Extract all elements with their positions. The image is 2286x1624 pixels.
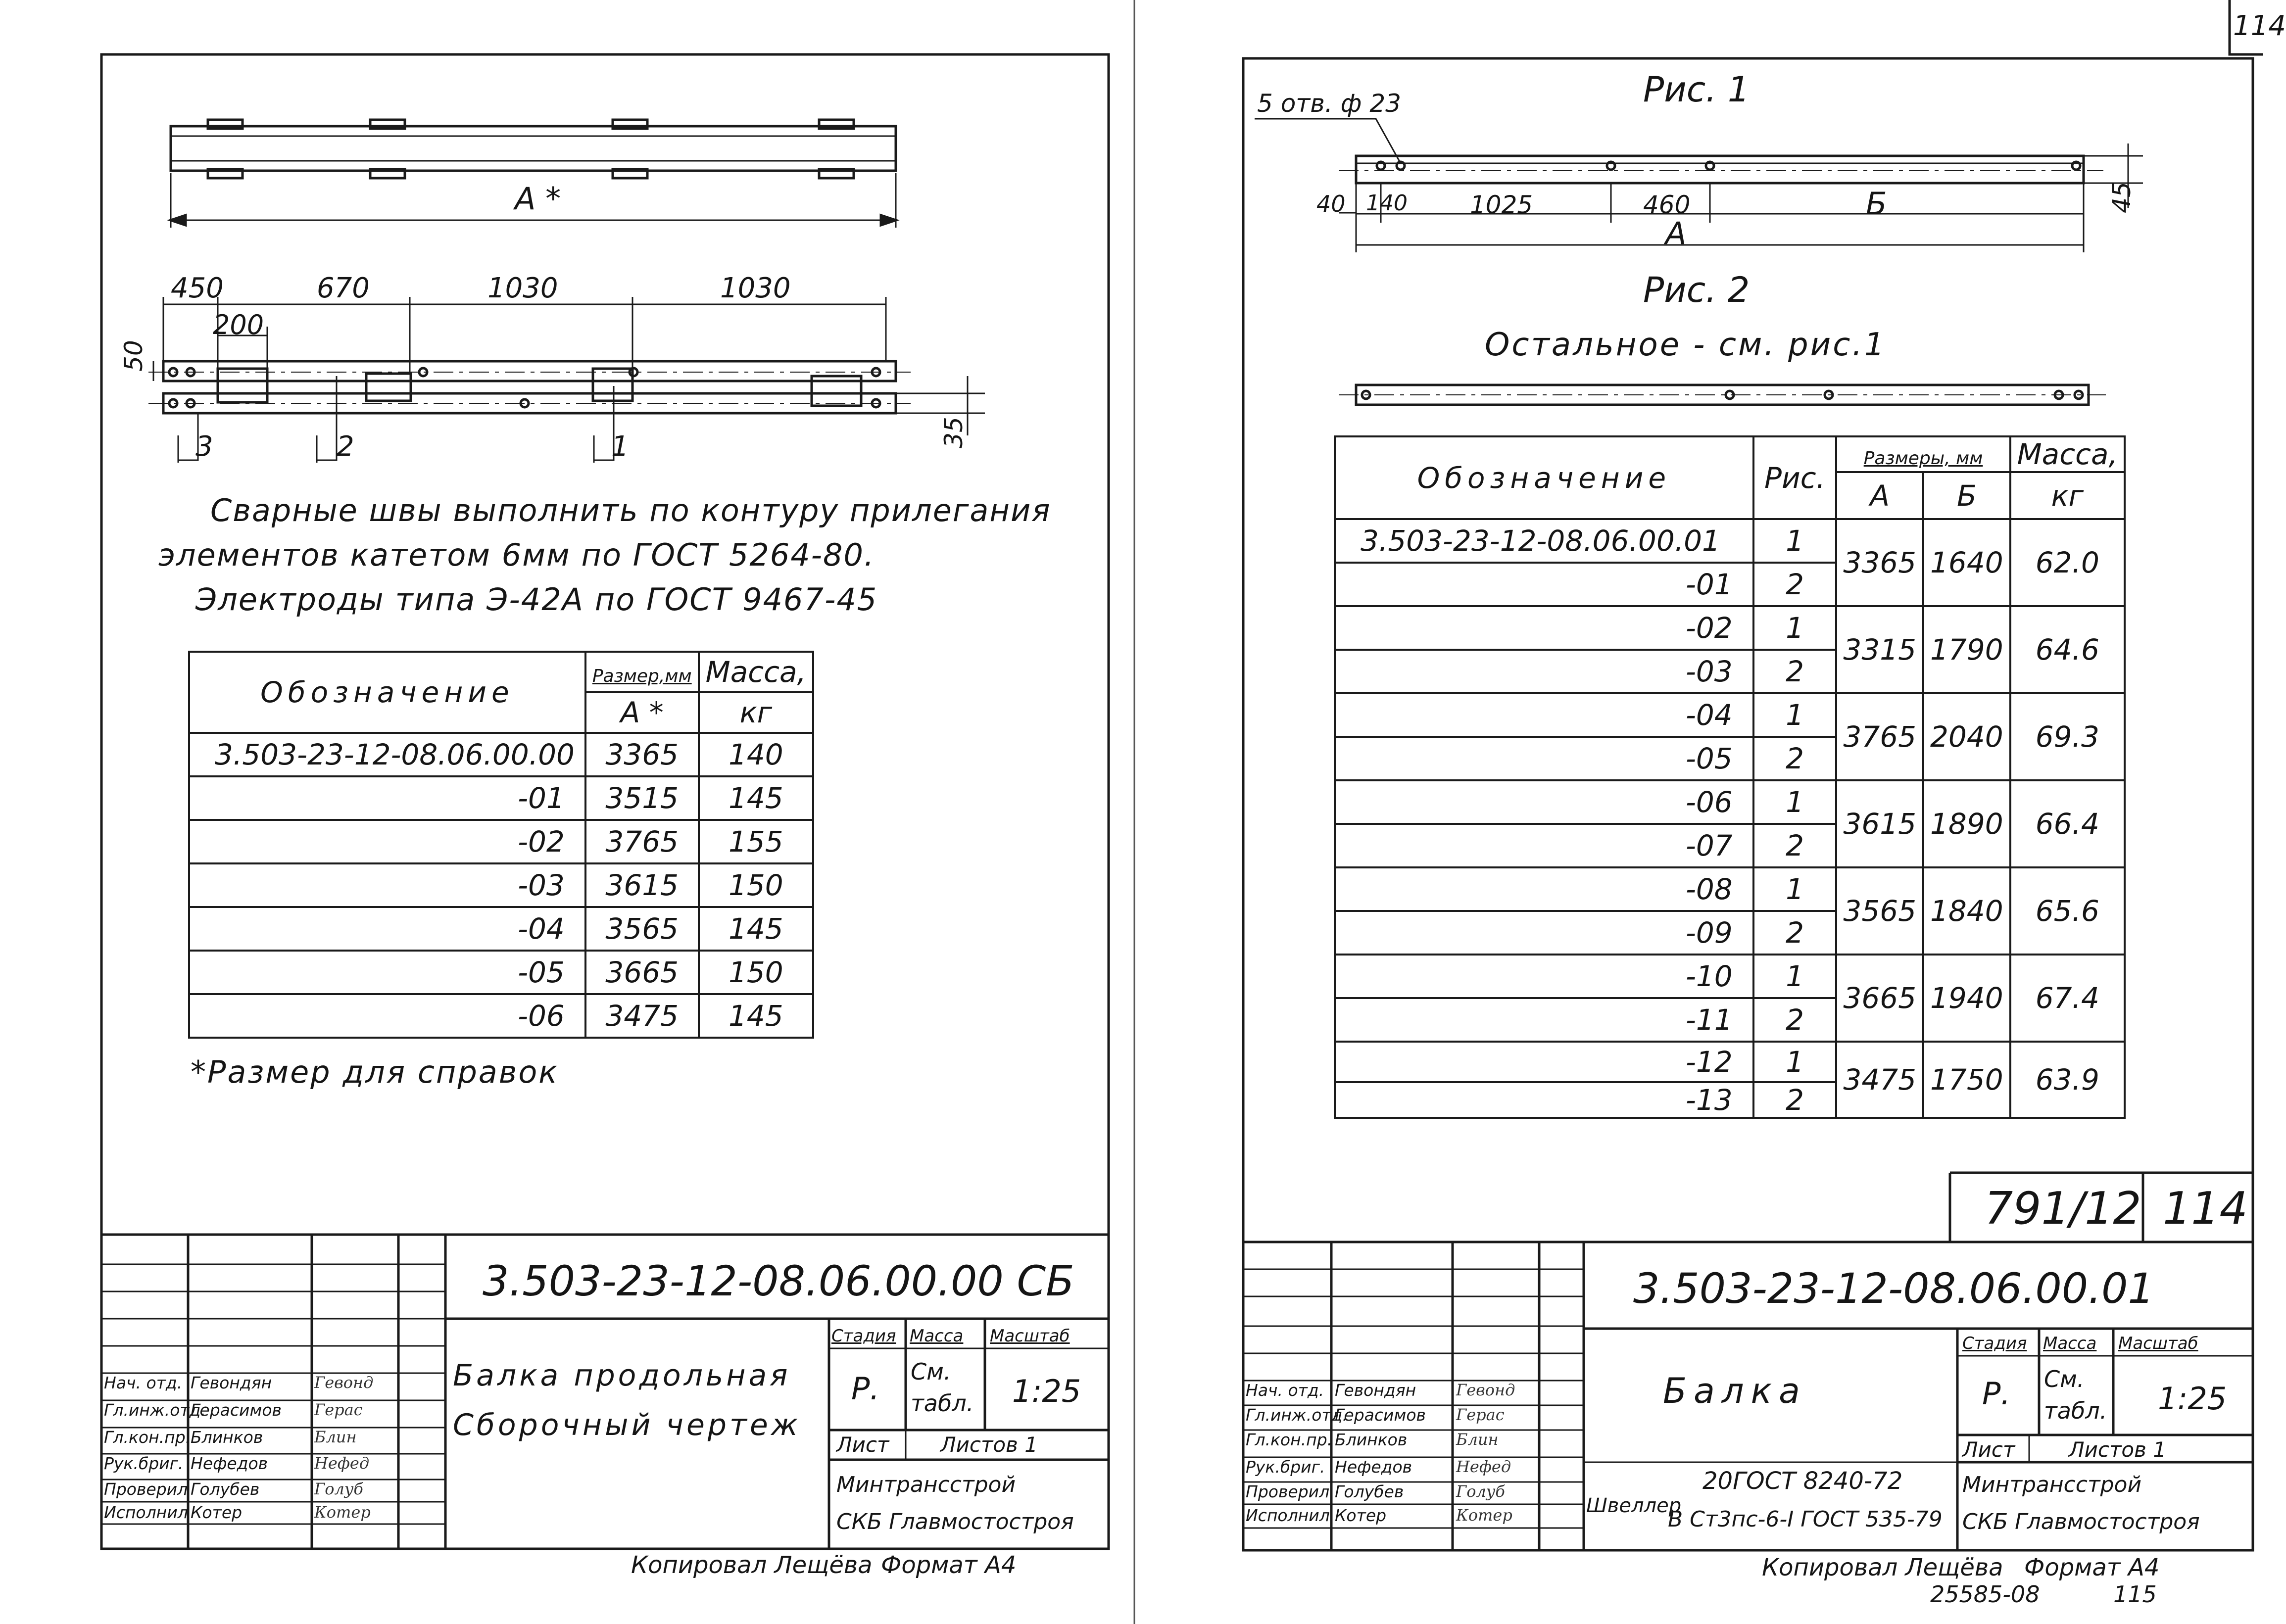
row-b: 1640 <box>1923 519 2010 606</box>
row-designation: -02 <box>1335 606 1753 650</box>
dim-b: Б <box>1866 186 1887 222</box>
dim-a: А <box>1665 215 1687 251</box>
dim-35: 35 <box>939 417 968 448</box>
row-fig: 2 <box>1753 998 1837 1042</box>
role-label: Проверил <box>104 1480 188 1499</box>
signature: Герас <box>1456 1405 1505 1424</box>
note-line-1: Сварные швы выполнить по контуру прилегания <box>210 492 1051 528</box>
footnote: *Размер для справок <box>191 1054 559 1090</box>
role-label: Исполнил <box>104 1503 188 1522</box>
corner-mark: 114 <box>2233 10 2286 42</box>
header-sizes: Размеры, мм <box>1836 436 2010 472</box>
name-label: Нефедов <box>191 1454 268 1473</box>
bottom-note-2: 115 <box>2113 1581 2157 1608</box>
signature: Гевонд <box>1456 1381 1515 1399</box>
row-mass: 145 <box>699 776 813 820</box>
mass-value: См. табл. <box>2044 1366 2107 1424</box>
row-fig: 2 <box>1753 824 1837 867</box>
table-row <box>1335 606 2125 650</box>
dim-200: 200 <box>213 309 264 340</box>
row-fig: 2 <box>1753 1082 1837 1118</box>
row-mass: 69.3 <box>2010 693 2125 780</box>
callout-2: 2 <box>337 430 354 463</box>
row-designation: -04 <box>1335 693 1753 737</box>
row-designation: -06 <box>189 994 585 1038</box>
row-designation: -01 <box>1335 563 1753 606</box>
row-mass: 66.4 <box>2010 780 2125 867</box>
drawing-code: 3.503-23-12-08.06.00.01 <box>1633 1264 2154 1313</box>
row-mass: 150 <box>699 951 813 994</box>
format-label: Формат А4 <box>881 1551 1017 1579</box>
stage-value: Р. <box>1982 1376 2011 1412</box>
row-mass: 145 <box>699 994 813 1038</box>
dim-670: 670 <box>317 272 370 304</box>
signature: Нефед <box>1456 1457 1511 1476</box>
row-designation: -01 <box>189 776 585 820</box>
row-designation: -13 <box>1335 1082 1753 1118</box>
album-page: 114 <box>2163 1183 2248 1235</box>
org-1: Минтрансстрой <box>836 1472 1016 1497</box>
fig1-title: Рис. 1 <box>1643 69 1750 110</box>
fig2-title: Рис. 2 <box>1643 270 1750 310</box>
row-a: 3515 <box>585 776 699 820</box>
row-designation: -11 <box>1335 998 1753 1042</box>
name-label: Голубев <box>191 1480 260 1499</box>
signature: Котер <box>1456 1506 1512 1525</box>
row-fig: 1 <box>1753 606 1837 650</box>
row-a: 3615 <box>1836 780 1923 867</box>
table-row <box>189 863 813 907</box>
table-row <box>189 907 813 951</box>
role-label: Гл.инж.отд. <box>104 1400 206 1420</box>
row-b: 1840 <box>1923 867 2010 955</box>
role-label: Исполнил <box>1246 1506 1330 1525</box>
row-mass: 155 <box>699 820 813 863</box>
scale-header: Масштаб <box>990 1326 1070 1346</box>
header-designation: Обозначение <box>189 652 585 733</box>
material-prefix: Швеллер <box>1586 1494 1682 1517</box>
row-a: 3665 <box>585 951 699 994</box>
row-fig: 1 <box>1753 693 1837 737</box>
row-designation: -02 <box>189 820 585 863</box>
drawing-title-2: Сборочный чертеж <box>453 1408 801 1442</box>
left-spec-table <box>188 651 814 1039</box>
material-top: 20ГОСТ 8240-72 <box>1702 1467 1903 1495</box>
dim-40: 40 <box>1316 191 1346 217</box>
row-mass: 62.0 <box>2010 519 2125 606</box>
callout-1: 1 <box>611 430 629 463</box>
row-fig: 2 <box>1753 737 1837 780</box>
note-line-2: элементов катетом 6мм по ГОСТ 5264-80. <box>158 537 875 573</box>
signature: Котер <box>314 1503 371 1522</box>
row-designation: -06 <box>1335 780 1753 824</box>
row-fig: 2 <box>1753 911 1837 955</box>
header-size-a: А * <box>585 692 699 733</box>
row-a: 3765 <box>585 820 699 863</box>
signature: Голуб <box>314 1480 363 1498</box>
org-2: СКБ Главмостостроя <box>836 1509 1074 1534</box>
row-designation: -03 <box>1335 650 1753 693</box>
row-a: 3765 <box>1836 693 1923 780</box>
header-mass-unit: кг <box>2010 472 2125 519</box>
row-designation: -05 <box>1335 737 1753 780</box>
row-b: 1790 <box>1923 606 2010 693</box>
table-row <box>1335 519 2125 563</box>
signature: Герас <box>314 1400 363 1419</box>
signature: Блин <box>314 1428 357 1446</box>
stage-header: Стадия <box>1962 1334 2027 1353</box>
scale-header: Масштаб <box>2118 1334 2198 1353</box>
row-mass: 140 <box>699 733 813 776</box>
stage-value: Р. <box>851 1371 880 1407</box>
drawing-title: Балка <box>1663 1371 1807 1411</box>
note-line-3: Электроды типа Э-42А по ГОСТ 9467-45 <box>195 581 878 618</box>
header-fig: Рис. <box>1753 436 1837 519</box>
format-label: Формат А4 <box>2024 1554 2160 1581</box>
dim-1025: 1025 <box>1470 191 1533 219</box>
row-designation: -07 <box>1335 824 1753 867</box>
row-b: 1890 <box>1923 780 2010 867</box>
row-fig: 1 <box>1753 780 1837 824</box>
row-a: 3475 <box>1836 1042 1923 1118</box>
dim-50: 50 <box>119 340 148 372</box>
album-number: 791/12 <box>1985 1183 2141 1235</box>
row-fig: 1 <box>1753 955 1837 998</box>
table-row <box>189 820 813 863</box>
table-row <box>1335 1042 2125 1082</box>
sheet-label: Лист <box>836 1433 889 1457</box>
row-b: 1940 <box>1923 955 2010 1042</box>
row-designation: 3.503-23-12-08.06.00.01 <box>1335 519 1753 563</box>
org-2: СКБ Главмостостроя <box>1962 1509 2200 1534</box>
org-1: Минтрансстрой <box>1962 1472 2142 1497</box>
copied-by: Копировал Лещёва <box>1762 1554 2003 1581</box>
name-label: Голубев <box>1335 1482 1404 1501</box>
row-fig: 1 <box>1753 867 1837 911</box>
dim-1030-a: 1030 <box>487 272 558 304</box>
row-designation: -03 <box>189 863 585 907</box>
header-mass: Масса, <box>2010 436 2125 472</box>
callout-3: 3 <box>195 430 213 463</box>
name-label: Блинков <box>1335 1430 1408 1449</box>
row-fig: 2 <box>1753 650 1837 693</box>
dim-460: 460 <box>1643 191 1691 219</box>
role-label: Гл.кон.пр. <box>104 1428 191 1447</box>
role-label: Гл.кон.пр. <box>1246 1430 1333 1449</box>
row-mass: 145 <box>699 907 813 951</box>
row-designation: 3.503-23-12-08.06.00.00 <box>189 733 585 776</box>
row-fig: 2 <box>1753 563 1837 606</box>
row-designation: -05 <box>189 951 585 994</box>
drawing-title-1: Балка продольная <box>453 1358 791 1393</box>
dim-a-label: А * <box>515 181 561 217</box>
scale-value: 1:25 <box>2158 1381 2227 1417</box>
row-designation: -10 <box>1335 955 1753 998</box>
material-bottom: В Ст3пс-6-I ГОСТ 535-79 <box>1668 1507 1943 1532</box>
mass-header: Масса <box>910 1326 964 1346</box>
row-designation: -09 <box>1335 911 1753 955</box>
header-mass: Масса, <box>699 652 813 692</box>
table-row <box>189 733 813 776</box>
sheet-label: Лист <box>1962 1437 2015 1462</box>
name-label: Герасимов <box>191 1400 282 1420</box>
row-b: 2040 <box>1923 693 2010 780</box>
row-a: 3365 <box>1836 519 1923 606</box>
role-label: Рук.бриг. <box>104 1454 184 1473</box>
row-a: 3615 <box>585 863 699 907</box>
table-row <box>189 994 813 1038</box>
table-row <box>1335 780 2125 824</box>
dim-450: 450 <box>171 272 224 304</box>
holes-note: 5 отв. ф 23 <box>1257 89 1401 118</box>
row-designation: -08 <box>1335 867 1753 911</box>
table-row <box>1335 693 2125 737</box>
row-designation: -04 <box>189 907 585 951</box>
row-mass: 150 <box>699 863 813 907</box>
row-designation: -12 <box>1335 1042 1753 1082</box>
row-a: 3365 <box>585 733 699 776</box>
role-label: Нач. отд. <box>1246 1381 1324 1400</box>
row-fig: 1 <box>1753 1042 1837 1082</box>
header-mass-unit: кг <box>699 692 813 733</box>
signature: Нефед <box>314 1454 370 1473</box>
name-label: Котер <box>191 1503 243 1522</box>
row-a: 3565 <box>585 907 699 951</box>
row-fig: 1 <box>1753 519 1837 563</box>
dim-140: 140 <box>1366 191 1408 216</box>
row-a: 3315 <box>1836 606 1923 693</box>
scale-value: 1:25 <box>1012 1373 1081 1409</box>
header-designation: Обозначение <box>1335 436 1753 519</box>
sheets-label: Листов 1 <box>2069 1437 2166 1462</box>
role-label: Гл.инж.отд. <box>1246 1405 1348 1425</box>
dim-45: 45 <box>2107 182 2136 213</box>
role-label: Проверил <box>1246 1482 1330 1501</box>
row-a: 3475 <box>585 994 699 1038</box>
name-label: Гевондян <box>1335 1381 1416 1400</box>
mass-value: См. табл. <box>911 1358 974 1417</box>
signature: Блин <box>1456 1430 1499 1449</box>
name-label: Котер <box>1335 1506 1387 1525</box>
header-b: Б <box>1923 472 2010 519</box>
row-b: 1750 <box>1923 1042 2010 1118</box>
fig2-note: Остальное - см. рис.1 <box>1485 327 1887 363</box>
drawing-code: 3.503-23-12-08.06.00.00 СБ <box>483 1257 1074 1305</box>
mass-header: Масса <box>2043 1334 2097 1353</box>
name-label: Гевондян <box>191 1373 272 1392</box>
row-mass: 63.9 <box>2010 1042 2125 1118</box>
signature: Голуб <box>1456 1482 1505 1501</box>
copied-by: Копировал Лещёва <box>631 1551 873 1579</box>
header-size: Размер,мм <box>585 652 699 692</box>
row-a: 3665 <box>1836 955 1923 1042</box>
bottom-note-1: 25585-08 <box>1930 1581 2040 1608</box>
header-a: А <box>1836 472 1923 519</box>
table-row <box>189 776 813 820</box>
sheets-label: Листов 1 <box>940 1433 1038 1457</box>
signature: Гевонд <box>314 1373 374 1392</box>
row-a: 3565 <box>1836 867 1923 955</box>
row-mass: 64.6 <box>2010 606 2125 693</box>
stage-header: Стадия <box>831 1326 896 1346</box>
table-row <box>189 951 813 994</box>
table-row <box>1335 867 2125 911</box>
name-label: Блинков <box>191 1428 263 1447</box>
role-label: Нач. отд. <box>104 1373 183 1392</box>
role-label: Рук.бриг. <box>1246 1457 1325 1477</box>
row-mass: 67.4 <box>2010 955 2125 1042</box>
right-spec-table <box>1334 435 2126 1119</box>
row-mass: 65.6 <box>2010 867 2125 955</box>
name-label: Герасимов <box>1335 1405 1426 1425</box>
dim-1030-b: 1030 <box>720 272 791 304</box>
name-label: Нефедов <box>1335 1457 1412 1477</box>
table-row <box>1335 955 2125 998</box>
